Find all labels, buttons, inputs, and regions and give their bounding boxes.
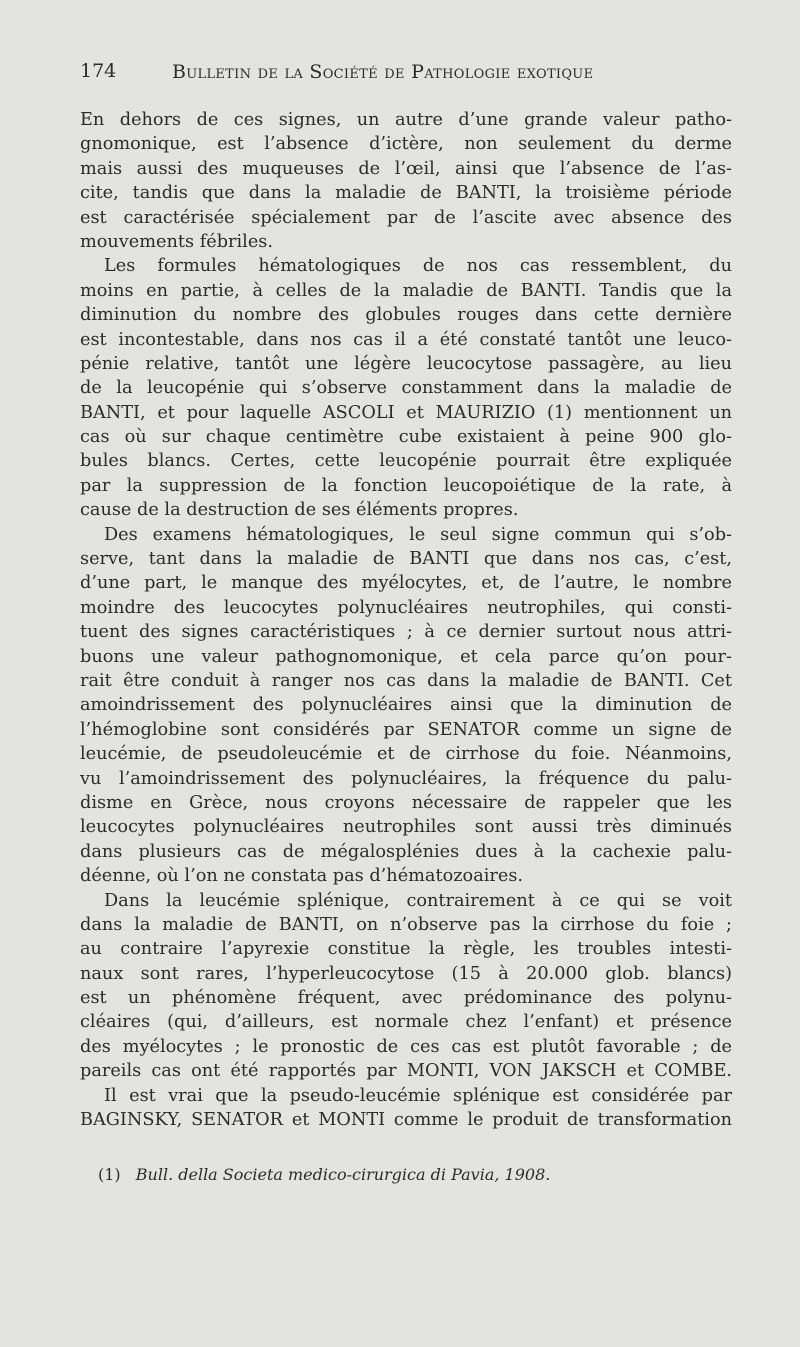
text-line: naux sont rares, l’hyperleucocytose (15 à 20.000 glob. blancs) bbox=[80, 963, 732, 984]
text-line: dans plusieurs cas de mégalosplénies dues à la cachexie palu- bbox=[80, 841, 732, 862]
text-line: de la leucopénie qui s’observe constamment dans la maladie de bbox=[80, 378, 732, 399]
text-line: buons une valeur pathognomonique, et cela parce qu’on pour- bbox=[80, 646, 732, 667]
text-line: cas où sur chaque centimètre cube existaient à peine 900 glo- bbox=[80, 427, 732, 448]
text-line: disme en Grèce, nous croyons nécessaire de rappeler que les bbox=[80, 792, 732, 813]
text-line: rait être conduit à ranger nos cas dans la maladie de BANTI. Cet bbox=[80, 670, 732, 691]
text-line: des myélocytes ; le pronostic de ces cas est plutôt favorable ; de bbox=[80, 1036, 732, 1057]
text-line: déenne, où l’on ne constata pas d’hématozoaires. bbox=[80, 866, 524, 887]
text-line: au contraire l’apyrexie constitue la règle, les troubles intesti- bbox=[80, 939, 732, 960]
page-header bbox=[80, 60, 730, 90]
text-line: Les formules hématologiques de nos cas ressemblent, du bbox=[104, 256, 732, 277]
text-line: leucémie, de pseudoleucémie et de cirrhose du foie. Néanmoins, bbox=[80, 744, 732, 765]
text-line: vu l’amoindrissement des polynucléaires, la fréquence du palu- bbox=[80, 768, 732, 789]
text-line: amoindrissement des polynucléaires ainsi que la diminution de bbox=[80, 695, 732, 716]
footnote-mark: (1) bbox=[98, 1165, 121, 1184]
text-line: En dehors de ces signes, un autre d’une grande valeur patho- bbox=[80, 110, 732, 130]
body-text bbox=[80, 108, 732, 1132]
footnote bbox=[98, 1165, 550, 1184]
running-title: Bulletin de la Société de Pathologie exotique bbox=[172, 61, 594, 83]
text-line: dans la maladie de BANTI, on n’observe pas la cirrhose du foie ; bbox=[80, 914, 732, 935]
text-line: Il est vrai que la pseudo-leucémie splénique est considérée par bbox=[104, 1085, 732, 1106]
text-line: tuent des signes caractéristiques ; à ce dernier surtout nous attri- bbox=[80, 622, 732, 643]
text-line: BANTI, et pour laquelle ASCOLI et MAURIZIO (1) mentionnent un bbox=[80, 402, 732, 423]
text-line: leucocytes polynucléaires neutrophiles sont aussi très diminués bbox=[80, 817, 732, 838]
text-line: Dans la leucémie splénique, contrairement à ce qui se voit bbox=[104, 890, 732, 911]
text-line: mouvements fébriles. bbox=[80, 231, 273, 252]
text-line: est caractérisée spécialement par de l’ascite avec absence des bbox=[80, 207, 732, 228]
text-line: cause de la destruction de ses éléments propres. bbox=[80, 500, 519, 521]
text-line: cite, tandis que dans la maladie de BANTI, la troisième période bbox=[80, 183, 732, 204]
text-line: mais aussi des muqueuses de l’œil, ainsi que l’absence de l’as- bbox=[80, 158, 732, 179]
text-line: moindre des leucocytes polynucléaires neutrophiles, qui consti- bbox=[80, 597, 732, 618]
text-line: cléaires (qui, d’ailleurs, est normale chez l’enfant) et présence bbox=[80, 1012, 732, 1033]
text-line: diminution du nombre des globules rouges dans cette dernière bbox=[80, 305, 732, 326]
text-line: gnomonique, est l’absence d’ictère, non seulement du derme bbox=[80, 134, 732, 155]
text-line: est un phénomène fréquent, avec prédominance des polynu- bbox=[80, 988, 732, 1009]
text-line: l’hémoglobine sont considérés par SENATOR comme un signe de bbox=[80, 719, 732, 740]
page-number: 174 bbox=[80, 60, 117, 82]
footnote-text: Bull. della Societa medico-cirurgica di Pavia, 1908. bbox=[135, 1165, 551, 1184]
text-line: pareils cas ont été rapportés par MONTI, VON JAKSCH et COMBE. bbox=[80, 1061, 732, 1082]
text-line: BAGINSKY, SENATOR et MONTI comme le produit de transformation bbox=[80, 1110, 732, 1131]
text-line: bules blancs. Certes, cette leucopénie pourrait être expliquée bbox=[80, 451, 732, 472]
text-line: est incontestable, dans nos cas il a été constaté tantôt une leuco- bbox=[80, 329, 732, 350]
text-line: pénie relative, tantôt une légère leucocytose passagère, au lieu bbox=[80, 353, 732, 374]
text-line: moins en partie, à celles de la maladie de BANTI. Tandis que la bbox=[80, 280, 732, 301]
text-line: d’une part, le manque des myélocytes, et, de l’autre, le nombre bbox=[80, 573, 732, 594]
text-line: Des examens hématologiques, le seul signe commun qui s’ob- bbox=[104, 524, 732, 545]
text-line: serve, tant dans la maladie de BANTI que dans nos cas, c’est, bbox=[80, 549, 732, 570]
text-line: par la suppression de la fonction leucopoiétique de la rate, à bbox=[80, 475, 732, 496]
